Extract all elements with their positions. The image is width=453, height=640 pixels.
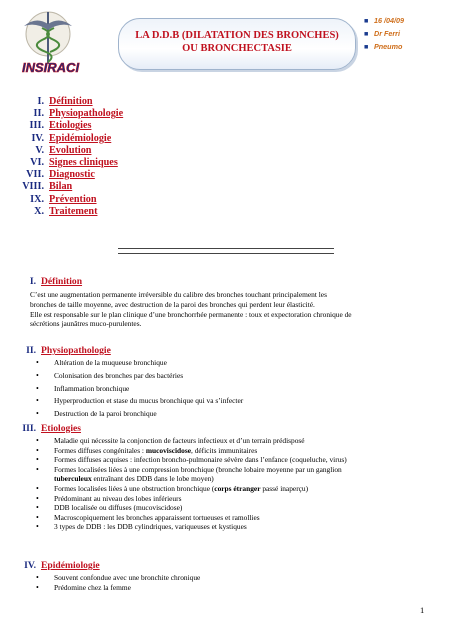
section-heading-definition: I. Définition xyxy=(29,276,83,287)
list-item: • Prédominant au niveau des lobes inférieurs xyxy=(36,494,441,504)
toc-item[interactable]: X. Traitement xyxy=(34,205,98,217)
epidemiologie-list xyxy=(36,573,441,592)
list-item: • Altération de la muqueuse bronchique xyxy=(36,357,441,370)
toc-item[interactable]: IV. Epidémiologie xyxy=(31,132,112,144)
paragraph-line: C’est une augmentation permanente irréversible du calibre des bronches touchant principalement les xyxy=(30,290,327,299)
list-item: • Hyperproduction et stase du mucus bronchique qui va s’infecter xyxy=(36,395,441,408)
bullet-icon: ■ xyxy=(364,42,369,51)
paragraph-line: Elle est responsable sur le plan clinique d’une bronchorrhée permanente : toux et expectoration chronique de xyxy=(30,309,352,319)
meta-author: ■ Dr Ferri xyxy=(364,29,400,38)
list-item: • Souvent confondue avec une bronchite chronique xyxy=(36,573,441,583)
definition-paragraph xyxy=(30,290,440,329)
etiologies-list xyxy=(36,436,441,532)
list-item: • Formes localisées liées à une compression bronchique (bronche lobaire moyenne par un ganglion tuberculeux entraînant des DDB dans le lobe moyen) xyxy=(36,465,441,484)
meta-specialty: ■ Pneumo xyxy=(364,42,403,51)
document-meta xyxy=(364,14,449,53)
list-item: • Inflammation bronchique xyxy=(36,383,441,396)
title-line-2: OU BRONCHECTASIE xyxy=(182,43,292,54)
toc-item[interactable]: IX. Prévention xyxy=(30,193,97,205)
toc-item[interactable]: V. Evolution xyxy=(35,144,92,156)
title-line-1: LA D.D.B (DILATATION DES BRONCHES) xyxy=(135,30,339,41)
list-item: • Formes localisées liées à une obstruction bronchique (corps étranger passé inaperçu) xyxy=(36,484,441,494)
toc-item[interactable]: VII. Diagnostic xyxy=(26,169,95,181)
table-of-contents xyxy=(10,96,210,218)
meta-date: ■ 16 /04/09 xyxy=(364,16,404,25)
list-item: • Formes diffuses acquises : infection broncho-pulmonaire sévère dans l’enfance (coqueluche, virus) xyxy=(36,455,441,465)
list-item: • Macroscopiquement les bronches apparaissent tortueuses et ramollies xyxy=(36,513,441,523)
physiopathologie-list xyxy=(36,357,441,421)
logo-text: INSIRACI xyxy=(22,60,80,75)
toc-item[interactable]: I. Définition xyxy=(37,96,93,107)
list-item: • Prédomine chez la femme xyxy=(36,583,441,593)
toc-item[interactable]: VIII. Bilan xyxy=(22,181,73,193)
paragraph-line: bronches de taille moyenne, avec destruction de la paroi des bronches qui perdent leur élasticité. xyxy=(30,299,315,309)
paragraph-line: sécrétions jaunâtres muco-purulentes. xyxy=(30,319,142,329)
list-item: • Colonisation des bronches par des bactéries xyxy=(36,370,441,383)
list-item: • Destruction de la paroi bronchique xyxy=(36,408,441,421)
toc-item[interactable]: III. Etiologies xyxy=(29,120,92,132)
caduceus-logo-icon xyxy=(18,6,96,82)
list-item: • DDB localisée ou diffuses (mucoviscidose) xyxy=(36,503,441,513)
section-heading-etiologies: III. Etiologies xyxy=(22,423,81,434)
list-item: • Formes diffuses congénitales : mucoviscidose, déficits immunitaires xyxy=(36,446,441,456)
section-heading-epidemiologie: IV. Epidémiologie xyxy=(24,560,100,571)
document-title xyxy=(119,29,355,55)
page-number: 1 xyxy=(420,605,425,615)
section-heading-physiopathologie: II. Physiopathologie xyxy=(26,345,111,356)
list-item: • 3 types de DDB : les DDB cylindriques, variqueuses et kystiques xyxy=(36,522,441,532)
bullet-icon: ■ xyxy=(364,16,369,25)
title-banner xyxy=(118,18,356,70)
section-divider xyxy=(118,248,334,254)
toc-item[interactable]: VI. Signes cliniques xyxy=(30,156,118,168)
list-item: • Maladie qui nécessite la conjonction de facteurs infectieux et d’un terrain prédisposé xyxy=(36,436,441,446)
toc-item[interactable]: II. Physiopathologie xyxy=(33,108,124,120)
bullet-icon: ■ xyxy=(364,29,369,38)
